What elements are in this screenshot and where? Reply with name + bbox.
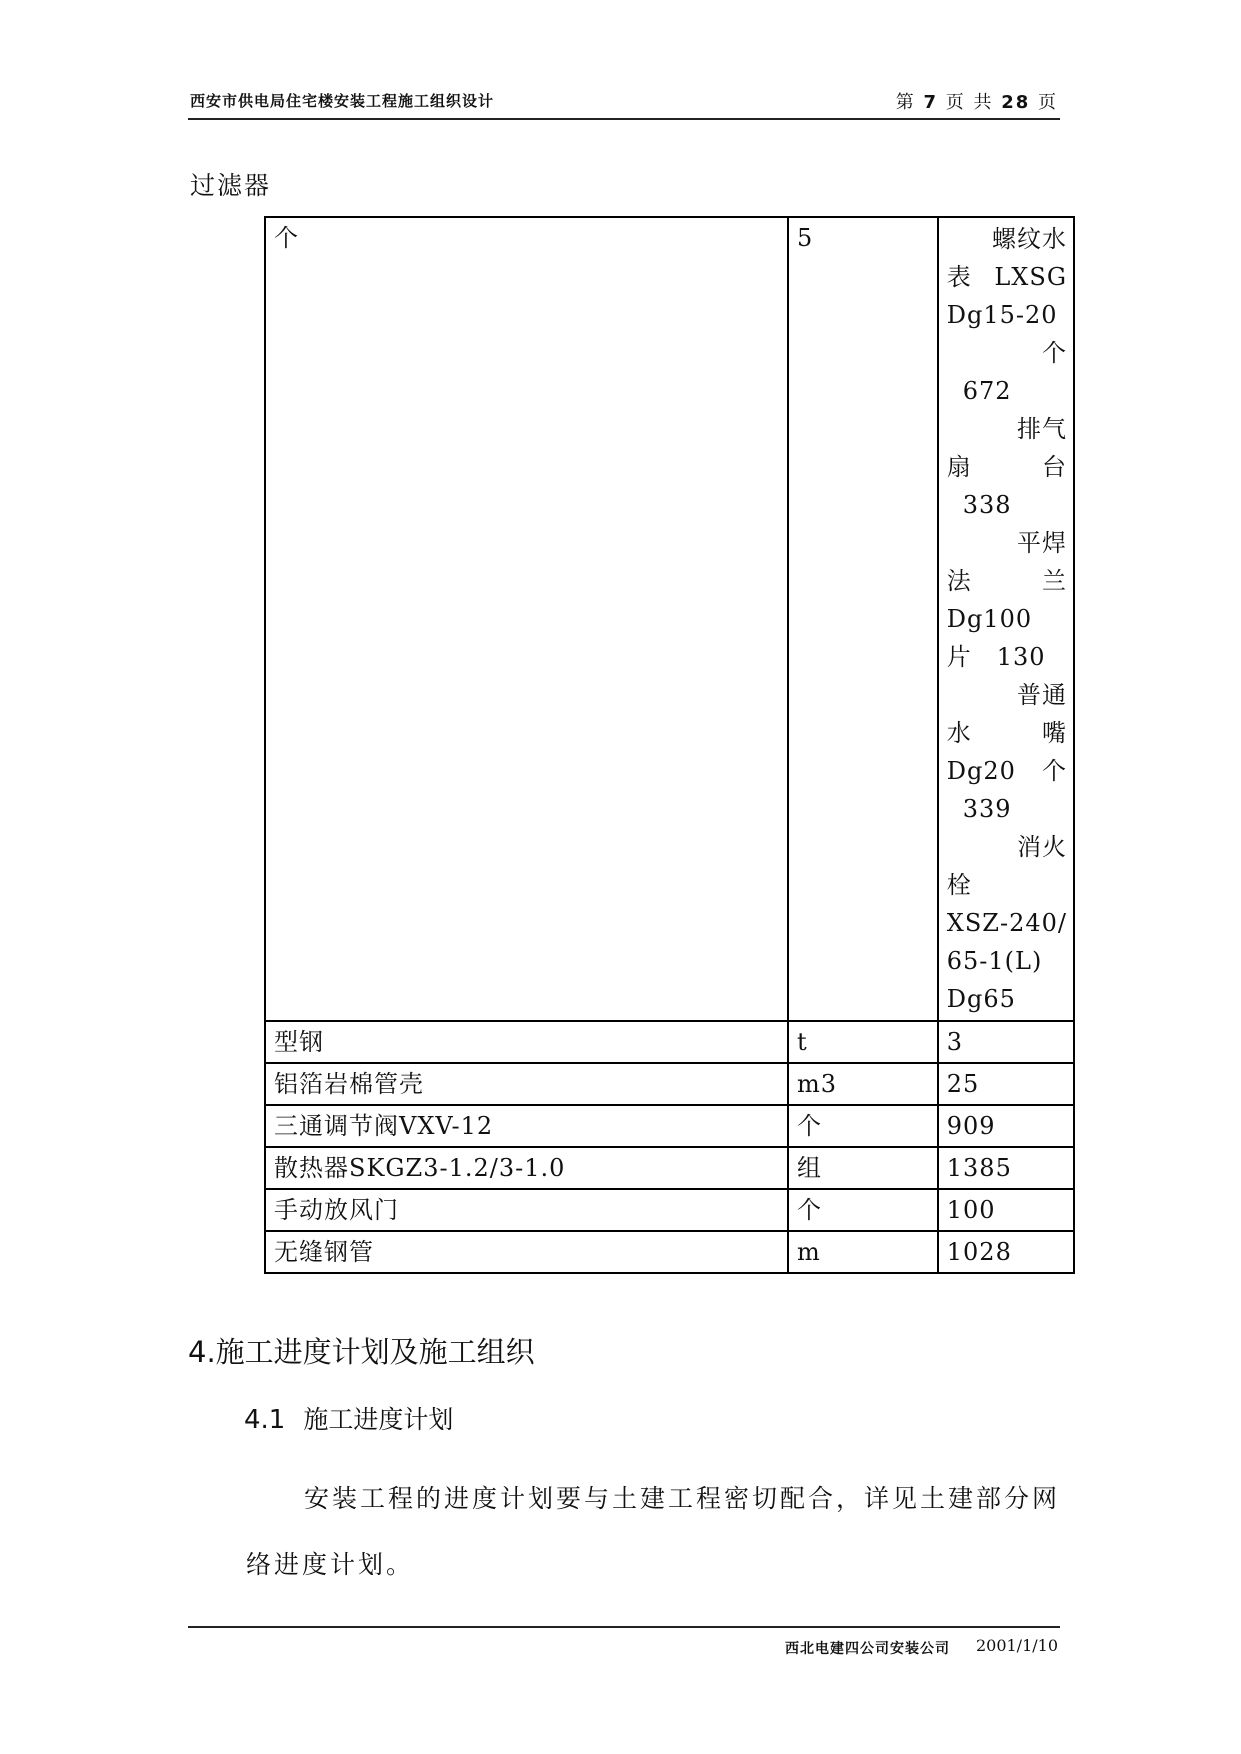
- page-header: [188, 86, 1060, 120]
- cell-line: 扇 台: [946, 453, 1067, 481]
- cell-line: 普通: [1017, 681, 1067, 709]
- table-row: [265, 1105, 1074, 1147]
- table-cell-name: 铝箔岩棉管壳: [265, 1063, 788, 1105]
- table-cell-qty: 1028: [938, 1231, 1074, 1273]
- page-footer: [188, 1626, 1060, 1657]
- continued-item-text: 过滤器: [190, 171, 272, 200]
- table-cell-name: 型钢: [265, 1021, 788, 1063]
- table-cell-name: 散热器SKGZ3-1.2/3-1.0: [265, 1147, 788, 1189]
- table-cell-unit: m: [788, 1231, 938, 1273]
- footer-date: 2001/1/10: [975, 1636, 1058, 1655]
- subsection-heading: 4.1 施工进度计划: [244, 1405, 454, 1435]
- table-cell-unit: 5: [788, 217, 938, 1021]
- cell-line: 个: [1042, 339, 1067, 367]
- table-cell-qty: 100: [938, 1189, 1074, 1231]
- table-cell-qty: 3: [938, 1021, 1074, 1063]
- cell-line: 表 LXSG: [946, 263, 1067, 291]
- cell-line: 片 130: [946, 643, 1046, 671]
- cell-line: 338: [962, 491, 1012, 519]
- table-cell-unit: t: [788, 1021, 938, 1063]
- table-cell-name: 手动放风门: [265, 1189, 788, 1231]
- table-row: [265, 1231, 1074, 1273]
- page-indicator: 第 7 页 共 28 页: [895, 92, 1058, 113]
- footer-company: 西北电建四公司安装公司: [785, 1641, 950, 1657]
- table-row: [265, 1189, 1074, 1231]
- cell-line: 水 嘴: [946, 719, 1067, 747]
- table-cell-unit: 个: [788, 1189, 938, 1231]
- page-number: 7: [923, 92, 938, 113]
- cell-line: 排气: [1017, 415, 1067, 443]
- table-row: [265, 1063, 1074, 1105]
- table-cell-name: 无缝钢管: [265, 1231, 788, 1273]
- cell-line: Dg65: [946, 985, 1016, 1013]
- document-title: 西安市供电局住宅楼安装工程施工组织设计: [190, 92, 495, 110]
- table-row: [265, 1021, 1074, 1063]
- cell-line: 法 兰: [946, 567, 1067, 595]
- cell-line: 672: [962, 377, 1012, 405]
- cell-line: Dg100: [946, 605, 1033, 633]
- table-cell-qty: 25: [938, 1063, 1074, 1105]
- page-total: 28: [1001, 92, 1031, 113]
- table-row: [265, 1147, 1074, 1189]
- wrapped-cell-content: [947, 220, 1067, 1018]
- table-cell-qty: 909: [938, 1105, 1074, 1147]
- cell-line: XSZ-240/: [946, 909, 1067, 937]
- cell-line: Dg20 个: [946, 757, 1067, 785]
- table-cell-qty: 1385: [938, 1147, 1074, 1189]
- table-cell-unit: m3: [788, 1063, 938, 1105]
- cell-line: 栓: [946, 871, 972, 899]
- table-row: [265, 217, 1074, 1021]
- table-cell-name: 三通调节阀VXV-12: [265, 1105, 788, 1147]
- materials-table: [264, 216, 1075, 1274]
- cell-line: 平焊: [1017, 529, 1067, 557]
- cell-line: 339: [962, 795, 1012, 823]
- table-cell-unit: 组: [788, 1147, 938, 1189]
- cell-line: 螺纹水: [992, 225, 1067, 253]
- table-cell-name: 个: [265, 217, 788, 1021]
- body-paragraph: 安装工程的进度计划要与土建工程密切配合，详见土建部分网络进度计划。: [246, 1484, 1061, 1579]
- section-heading: 4.施工进度计划及施工组织: [188, 1335, 535, 1369]
- cell-line: 消火: [1017, 833, 1067, 861]
- cell-line: Dg15-20: [946, 301, 1058, 329]
- cell-line: 65-1(L): [946, 947, 1043, 975]
- table-cell-qty: [938, 217, 1074, 1021]
- table-cell-unit: 个: [788, 1105, 938, 1147]
